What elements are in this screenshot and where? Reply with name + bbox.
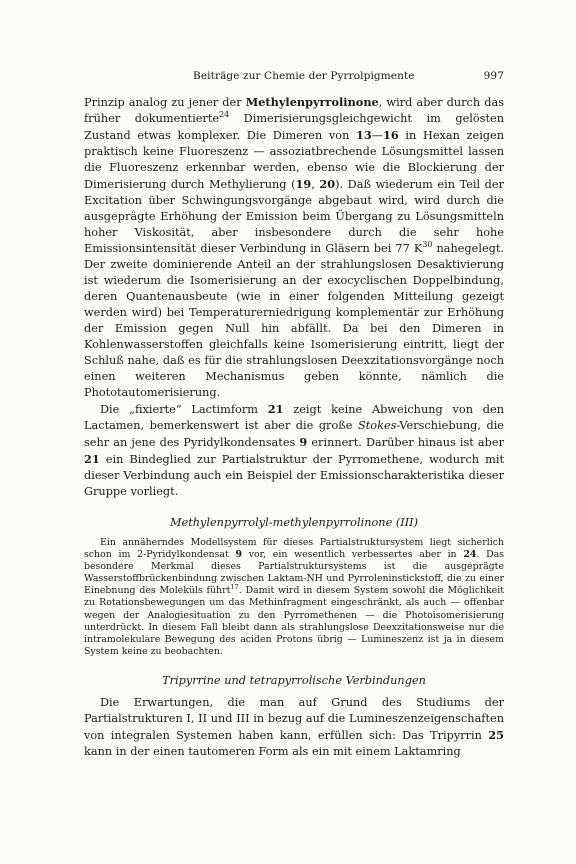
running-title: Beiträge zur Chemie der Pyrrolpigmente [193,70,415,82]
paragraph-lactim: Die „fixierte“ Lactimform 21 zeigt keine Abweichung von den Lactamen, bemerkenswert ist aber die große Stokes-Verschiebung, die sehr an jene des Pyridylkondensates 9 erinnert. Darüber hinaus ist aber 21 ein Bindeglied zur Partialstruktur der Pyrromethene, wodurch mit dieser Verbindung auch ein Beispiel der Emissionscharakteristika dieser Gruppe vorliegt. [84,402,504,498]
section-heading-tripyrrine: Tripyrrine und tetrapyrrolische Verbindungen [162,673,426,687]
paragraph-tripyrrin: Die Erwartungen, die man auf Grund des Studiums der Partialstrukturen I, II und III in bezug auf die Lumineszenzeigenschaften von integralen Systemen haben kann, erfüllen sich: Das Tripyrrin 25 kann in der einen tautomeren Form als ein mit einem Laktamring [84,695,504,758]
paragraph-model-system: Ein annäherndes Modellsystem für dieses Partialstruktursystem liegt sicherlich schon im 2-Pyridylkondensat 9 vor, ein wesentlich verbessertes aber in 24. Das besondere Merkmal dieses Partialstruktursystems ist die ausgeprägte Wasserstoffbrückenbindung zwischen Laktam-NH und Pyrroleninstickstoff, die zu einer Einebnung des Moleküls führt$^{17}$. Damit wird in diesem System sowohl die Möglichkeit zu Rotationsbewegungen um das Methinfragment eingeschränkt, als auch — offenbar wegen der Analogiesituation zu den Pyrromethenen — die Photoisomerisierung unterdrückt. In diesem Fall bleibt dann als strahlungslose Deexzitationsweise nur die intramolekulare Bewegung des aciden Protons übrig — Lumineszenz ist ja in diesem System keine zu beobachten. [84,537,504,657]
page-number: 997 [483,70,504,82]
section-heading-methylenpyrrolyl: Methylenpyrrolyl-methylenpyrrolinone (III) [169,516,419,529]
running-header [84,70,504,82]
paragraph-continued: Prinzip analog zu jener der Methylenpyrrolinone, wird aber durch das früher dokumentierte$^{24}$ Dimerisierungsgleichgewicht im gelösten Zustand etwas komplexer. Die Dimeren von 13—16 in Hexan zeigen praktisch keine Fluoreszenz — assoziatbrechende Lösungsmittel lassen die Fluoreszenz erkennbar werden, ebenso wie die Blockierung der Dimerisierung durch Methylierung (19, 20). Daß wiederum ein Teil der Excitation über Schwingungsvorgänge abgebaut wird, wird durch die ausgeprägte Erhöhung der Emission beim Übergang zu Lösungsmitteln hoher Viskosität, aber insbesondere durch die sehr hohe Emissionsintensität dieser Verbindung in Gläsern bei 77 $K^{30}$ nahegelegt. Der zweite dominierende Anteil an der strahlungslosen Desaktivierung ist wiederum die Isomerisierung an der exocyclischen Doppelbindung, deren Quantenausbeute (wie in einer folgenden Mitteilung gezeigt werden wird) bei Temperaturerniedrigung komplementär zur Erhöhung der Emission gegen Null hin abfällt. Da bei den Dimeren in Kohlenwasserstoffen gleichfalls keine Isomerisierung eintritt, liegt der Schluß nahe, daß es für die strahlungslosen Deexzitationsvorgänge noch einen weiteren Mechanismus geben könnte, nämlich die Phototautomerisierung. [84,95,504,399]
